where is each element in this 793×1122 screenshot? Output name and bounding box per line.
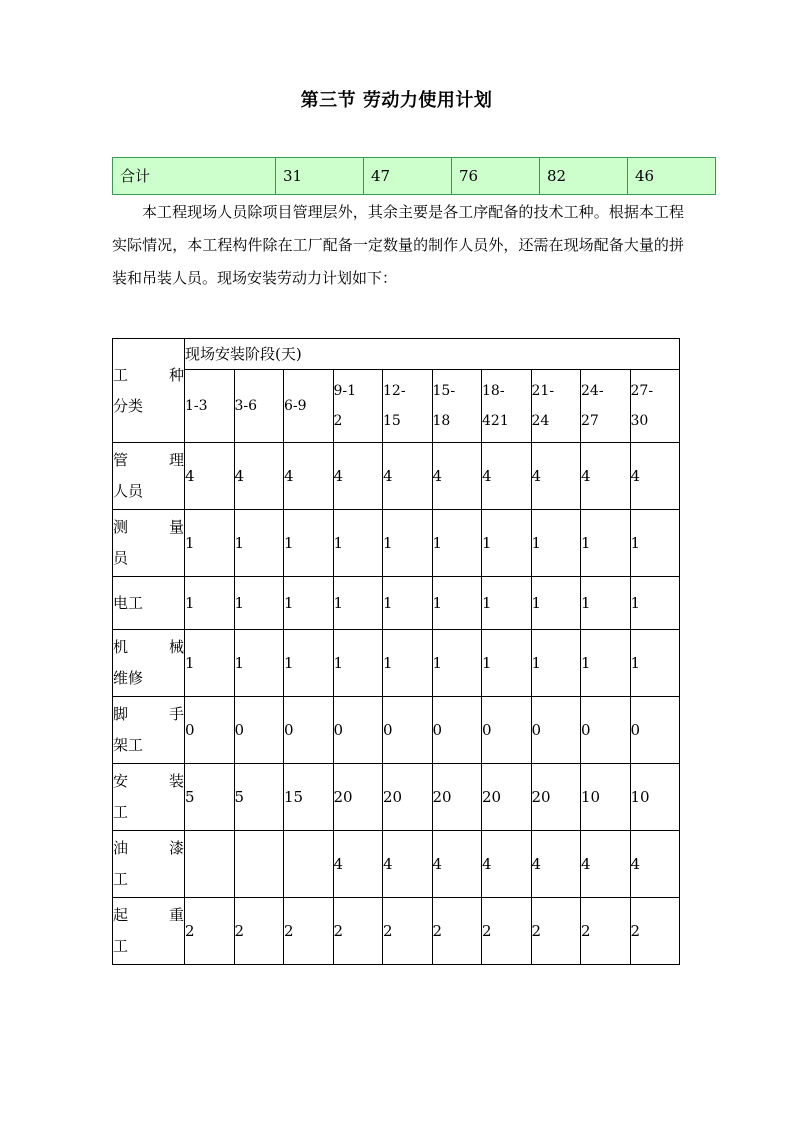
category-header-line1: 工 种 bbox=[113, 365, 184, 384]
data-cell: 0 bbox=[630, 697, 680, 764]
data-cell: 1 bbox=[432, 630, 482, 697]
data-cell bbox=[185, 831, 235, 898]
row-label-line1: 脚 手 bbox=[113, 705, 184, 723]
row-label-line1: 电工 bbox=[113, 593, 144, 612]
stage-range-cell bbox=[284, 370, 334, 443]
data-cell: 2 bbox=[234, 898, 284, 965]
stage-range-line2: 421 bbox=[482, 413, 509, 429]
row-label-line1: 起 重 bbox=[113, 906, 184, 924]
data-cell: 20 bbox=[383, 764, 433, 831]
summary-label-cell: 合计 bbox=[113, 158, 276, 195]
stage-range-line1: 9-1 bbox=[333, 383, 357, 399]
data-cell bbox=[284, 831, 334, 898]
data-cell: 20 bbox=[482, 764, 532, 831]
stage-range-cell bbox=[630, 370, 680, 443]
data-cell: 1 bbox=[531, 510, 581, 577]
row-label-cell bbox=[113, 898, 185, 965]
data-cell: 0 bbox=[432, 697, 482, 764]
row-label-cell bbox=[113, 697, 185, 764]
data-cell: 1 bbox=[531, 577, 581, 630]
data-cell: 1 bbox=[234, 630, 284, 697]
stage-range-cell bbox=[383, 370, 433, 443]
data-cell: 1 bbox=[630, 510, 680, 577]
stage-range-line1: 1-3 bbox=[185, 398, 208, 414]
data-cell: 1 bbox=[581, 510, 631, 577]
labour-plan-table bbox=[112, 338, 680, 965]
data-cell: 1 bbox=[284, 510, 334, 577]
data-cell: 4 bbox=[432, 831, 482, 898]
data-cell: 2 bbox=[581, 898, 631, 965]
data-cell: 0 bbox=[482, 697, 532, 764]
row-label-line2: 架工 bbox=[113, 736, 144, 754]
data-cell: 1 bbox=[185, 510, 235, 577]
data-cell: 1 bbox=[630, 577, 680, 630]
row-label-line1: 测 量 bbox=[113, 518, 184, 536]
table-row bbox=[113, 697, 680, 764]
stage-range-line2: 24 bbox=[531, 413, 550, 429]
row-label-line2: 员 bbox=[113, 549, 129, 567]
table-header-row-ranges bbox=[113, 370, 680, 443]
data-cell: 1 bbox=[383, 510, 433, 577]
data-cell: 1 bbox=[284, 577, 334, 630]
table-row bbox=[113, 158, 716, 195]
stage-range-line1: 6-9 bbox=[284, 398, 307, 414]
row-label-line2: 人员 bbox=[113, 482, 144, 500]
data-cell: 4 bbox=[630, 443, 680, 510]
category-header-cell bbox=[113, 339, 185, 443]
data-cell: 2 bbox=[284, 898, 334, 965]
data-cell: 20 bbox=[531, 764, 581, 831]
table-row bbox=[113, 577, 680, 630]
data-cell: 4 bbox=[333, 443, 383, 510]
data-cell: 0 bbox=[333, 697, 383, 764]
category-header-line2: 分类 bbox=[113, 396, 144, 415]
stage-range-line1: 18- bbox=[482, 383, 505, 399]
stage-range-line2: 15 bbox=[383, 413, 401, 429]
data-cell: 4 bbox=[581, 831, 631, 898]
data-cell: 20 bbox=[432, 764, 482, 831]
data-cell: 1 bbox=[531, 630, 581, 697]
body-paragraph: 本工程现场人员除项目管理层外，其余主要是各工序配备的技术工种。根据本工程实际情况，本工程构件除在工厂配备一定数量的制作人员外，还需在现场配备大量的拼装和吊装人员。现场安装劳动力计划如下： bbox=[112, 203, 684, 287]
data-cell: 1 bbox=[482, 510, 532, 577]
table-row bbox=[113, 831, 680, 898]
data-cell: 1 bbox=[482, 577, 532, 630]
data-cell: 4 bbox=[581, 443, 631, 510]
page-title: 第三节 劳动力使用计划 bbox=[300, 90, 493, 111]
data-cell: 4 bbox=[630, 831, 680, 898]
row-label-line2: 维修 bbox=[113, 669, 144, 687]
stage-range-line1: 21- bbox=[531, 383, 555, 399]
row-label-line2: 工 bbox=[113, 803, 129, 821]
data-cell: 4 bbox=[383, 443, 433, 510]
data-cell: 4 bbox=[531, 443, 581, 510]
stage-range-line2: 18 bbox=[432, 413, 451, 429]
row-label-cell bbox=[113, 831, 185, 898]
data-cell: 1 bbox=[581, 630, 631, 697]
data-cell: 4 bbox=[185, 443, 235, 510]
data-cell: 0 bbox=[383, 697, 433, 764]
row-label-line1: 安 装 bbox=[113, 772, 184, 790]
data-cell: 15 bbox=[284, 764, 334, 831]
data-cell: 5 bbox=[185, 764, 235, 831]
table-row bbox=[113, 764, 680, 831]
table-header-row-stage bbox=[113, 339, 680, 370]
data-cell: 2 bbox=[383, 898, 433, 965]
data-cell: 1 bbox=[581, 577, 631, 630]
stage-range-cell bbox=[333, 370, 383, 443]
stage-span-header: 现场安装阶段(天) bbox=[185, 339, 680, 370]
data-cell: 10 bbox=[581, 764, 631, 831]
data-cell: 5 bbox=[234, 764, 284, 831]
data-cell: 0 bbox=[234, 697, 284, 764]
stage-range-line1: 15- bbox=[432, 383, 456, 399]
stage-range-line2: 30 bbox=[630, 413, 649, 429]
summary-value-cell: 31 bbox=[276, 158, 364, 195]
data-cell bbox=[234, 831, 284, 898]
table-row bbox=[113, 630, 680, 697]
data-cell: 4 bbox=[482, 443, 532, 510]
summary-total-table bbox=[112, 157, 716, 195]
data-cell: 1 bbox=[284, 630, 334, 697]
stage-range-cell bbox=[482, 370, 532, 443]
data-cell: 1 bbox=[234, 510, 284, 577]
data-cell: 2 bbox=[333, 898, 383, 965]
row-label-line1: 管 理 bbox=[113, 451, 184, 469]
data-cell: 2 bbox=[531, 898, 581, 965]
data-cell: 1 bbox=[432, 577, 482, 630]
row-label-cell bbox=[113, 764, 185, 831]
data-cell: 10 bbox=[630, 764, 680, 831]
data-cell: 4 bbox=[531, 831, 581, 898]
stage-range-cell bbox=[432, 370, 482, 443]
table-row bbox=[113, 443, 680, 510]
data-cell: 0 bbox=[581, 697, 631, 764]
stage-range-line1: 27- bbox=[630, 383, 654, 399]
data-cell: 2 bbox=[432, 898, 482, 965]
stage-range-cell bbox=[531, 370, 581, 443]
row-label-line1: 机 械 bbox=[113, 638, 184, 656]
summary-value-cell: 82 bbox=[540, 158, 628, 195]
data-cell: 1 bbox=[432, 510, 482, 577]
summary-value-cell: 76 bbox=[452, 158, 540, 195]
stage-range-line1: 24- bbox=[581, 383, 604, 399]
row-label-line2: 工 bbox=[113, 937, 129, 955]
stage-range-cell bbox=[185, 370, 235, 443]
data-cell: 4 bbox=[432, 443, 482, 510]
data-cell: 20 bbox=[333, 764, 383, 831]
data-cell: 0 bbox=[531, 697, 581, 764]
row-label-cell bbox=[113, 577, 185, 630]
table-row bbox=[113, 510, 680, 577]
stage-range-line2: 2 bbox=[333, 413, 343, 429]
row-label-cell bbox=[113, 630, 185, 697]
row-label-cell bbox=[113, 443, 185, 510]
data-cell: 2 bbox=[630, 898, 680, 965]
data-cell: 1 bbox=[482, 630, 532, 697]
data-cell: 4 bbox=[234, 443, 284, 510]
data-cell: 4 bbox=[482, 831, 532, 898]
stage-range-line2: 27 bbox=[581, 413, 599, 429]
data-cell: 2 bbox=[482, 898, 532, 965]
data-cell: 1 bbox=[383, 630, 433, 697]
data-cell: 1 bbox=[185, 630, 235, 697]
data-cell: 2 bbox=[185, 898, 235, 965]
stage-range-cell bbox=[581, 370, 631, 443]
summary-value-cell: 47 bbox=[364, 158, 452, 195]
data-cell: 1 bbox=[383, 577, 433, 630]
table-row bbox=[113, 898, 680, 965]
stage-range-line1: 12- bbox=[383, 383, 406, 399]
stage-range-line1: 3-6 bbox=[234, 398, 258, 414]
data-cell: 1 bbox=[333, 510, 383, 577]
data-cell: 1 bbox=[333, 577, 383, 630]
data-cell: 4 bbox=[383, 831, 433, 898]
stage-range-cell bbox=[234, 370, 284, 443]
data-cell: 1 bbox=[185, 577, 235, 630]
data-cell: 1 bbox=[234, 577, 284, 630]
summary-value-cell: 46 bbox=[628, 158, 716, 195]
row-label-cell bbox=[113, 510, 185, 577]
row-label-line2: 工 bbox=[113, 870, 129, 888]
data-cell: 1 bbox=[630, 630, 680, 697]
data-cell: 1 bbox=[333, 630, 383, 697]
data-cell: 0 bbox=[284, 697, 334, 764]
data-cell: 4 bbox=[333, 831, 383, 898]
data-cell: 0 bbox=[185, 697, 235, 764]
data-cell: 4 bbox=[284, 443, 334, 510]
row-label-line1: 油 漆 bbox=[113, 839, 184, 857]
